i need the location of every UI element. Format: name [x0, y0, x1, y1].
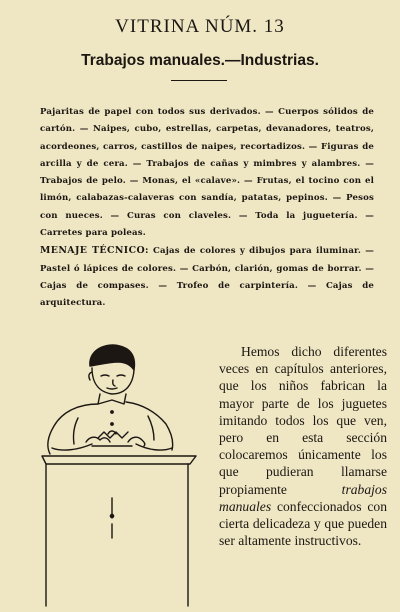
section-subtitle: Trabajos manuales.—Industrias. [81, 52, 319, 69]
page-title: VITRINA NÚM. 13 [115, 16, 285, 37]
catalog-lead-menaje: MENAJE TÉCNICO: [40, 245, 149, 257]
catalog-list [40, 104, 374, 313]
catalog-text-crafts: Pajaritas de papel con todos sus derivados. — Cuerpos sólidos de cartón. — Naipes, cubo, estrellas, carpetas, devanadores, teatros, acordeones, carros, castillos de naipes, recortadizos. — Figuras de arcilla y de cera. — Trabajos de cañas y mimbres y alambres. — Trabajos de pelo. — Monas, el «calave». — Frutas, el tocino con el limón, calabazas-calaveras con sandía, patatas, pepinos. — Pesos con nueces. — Curas con claveles. — Toda la juguetería. — Carretes para poleas. [40, 107, 374, 239]
body-text-emphasis: trabajos manuales [219, 481, 387, 514]
body-paragraph [219, 343, 387, 549]
catalog-text-technical: Cajas de colores y dibujos para iluminar. — Pastel ó lápices de colores. — Carbón, clarión, gomas de borrar. — Cajas de compases. — Trofeo de carpintería. — Cajas de arquitectura. [40, 246, 374, 309]
body-text-part2: confeccionados con cierta delicadeza y que pueden ser altamente instructivos. [219, 498, 387, 549]
body-paragraph-text [219, 343, 387, 549]
divider-rule [171, 80, 227, 81]
catalog-paragraph-technical [40, 242, 374, 312]
catalog-paragraph-crafts [40, 104, 374, 242]
body-text-part1: Hemos dicho diferentes veces en capítulos anteriores, que los niños fabrican la mayor parte de los juguetes imitando todos los que ven, pero en esta sección colocaremos únicamente los que pudieran llamarse propiamente [219, 344, 387, 497]
boy-crafting-illustration [38, 338, 208, 608]
